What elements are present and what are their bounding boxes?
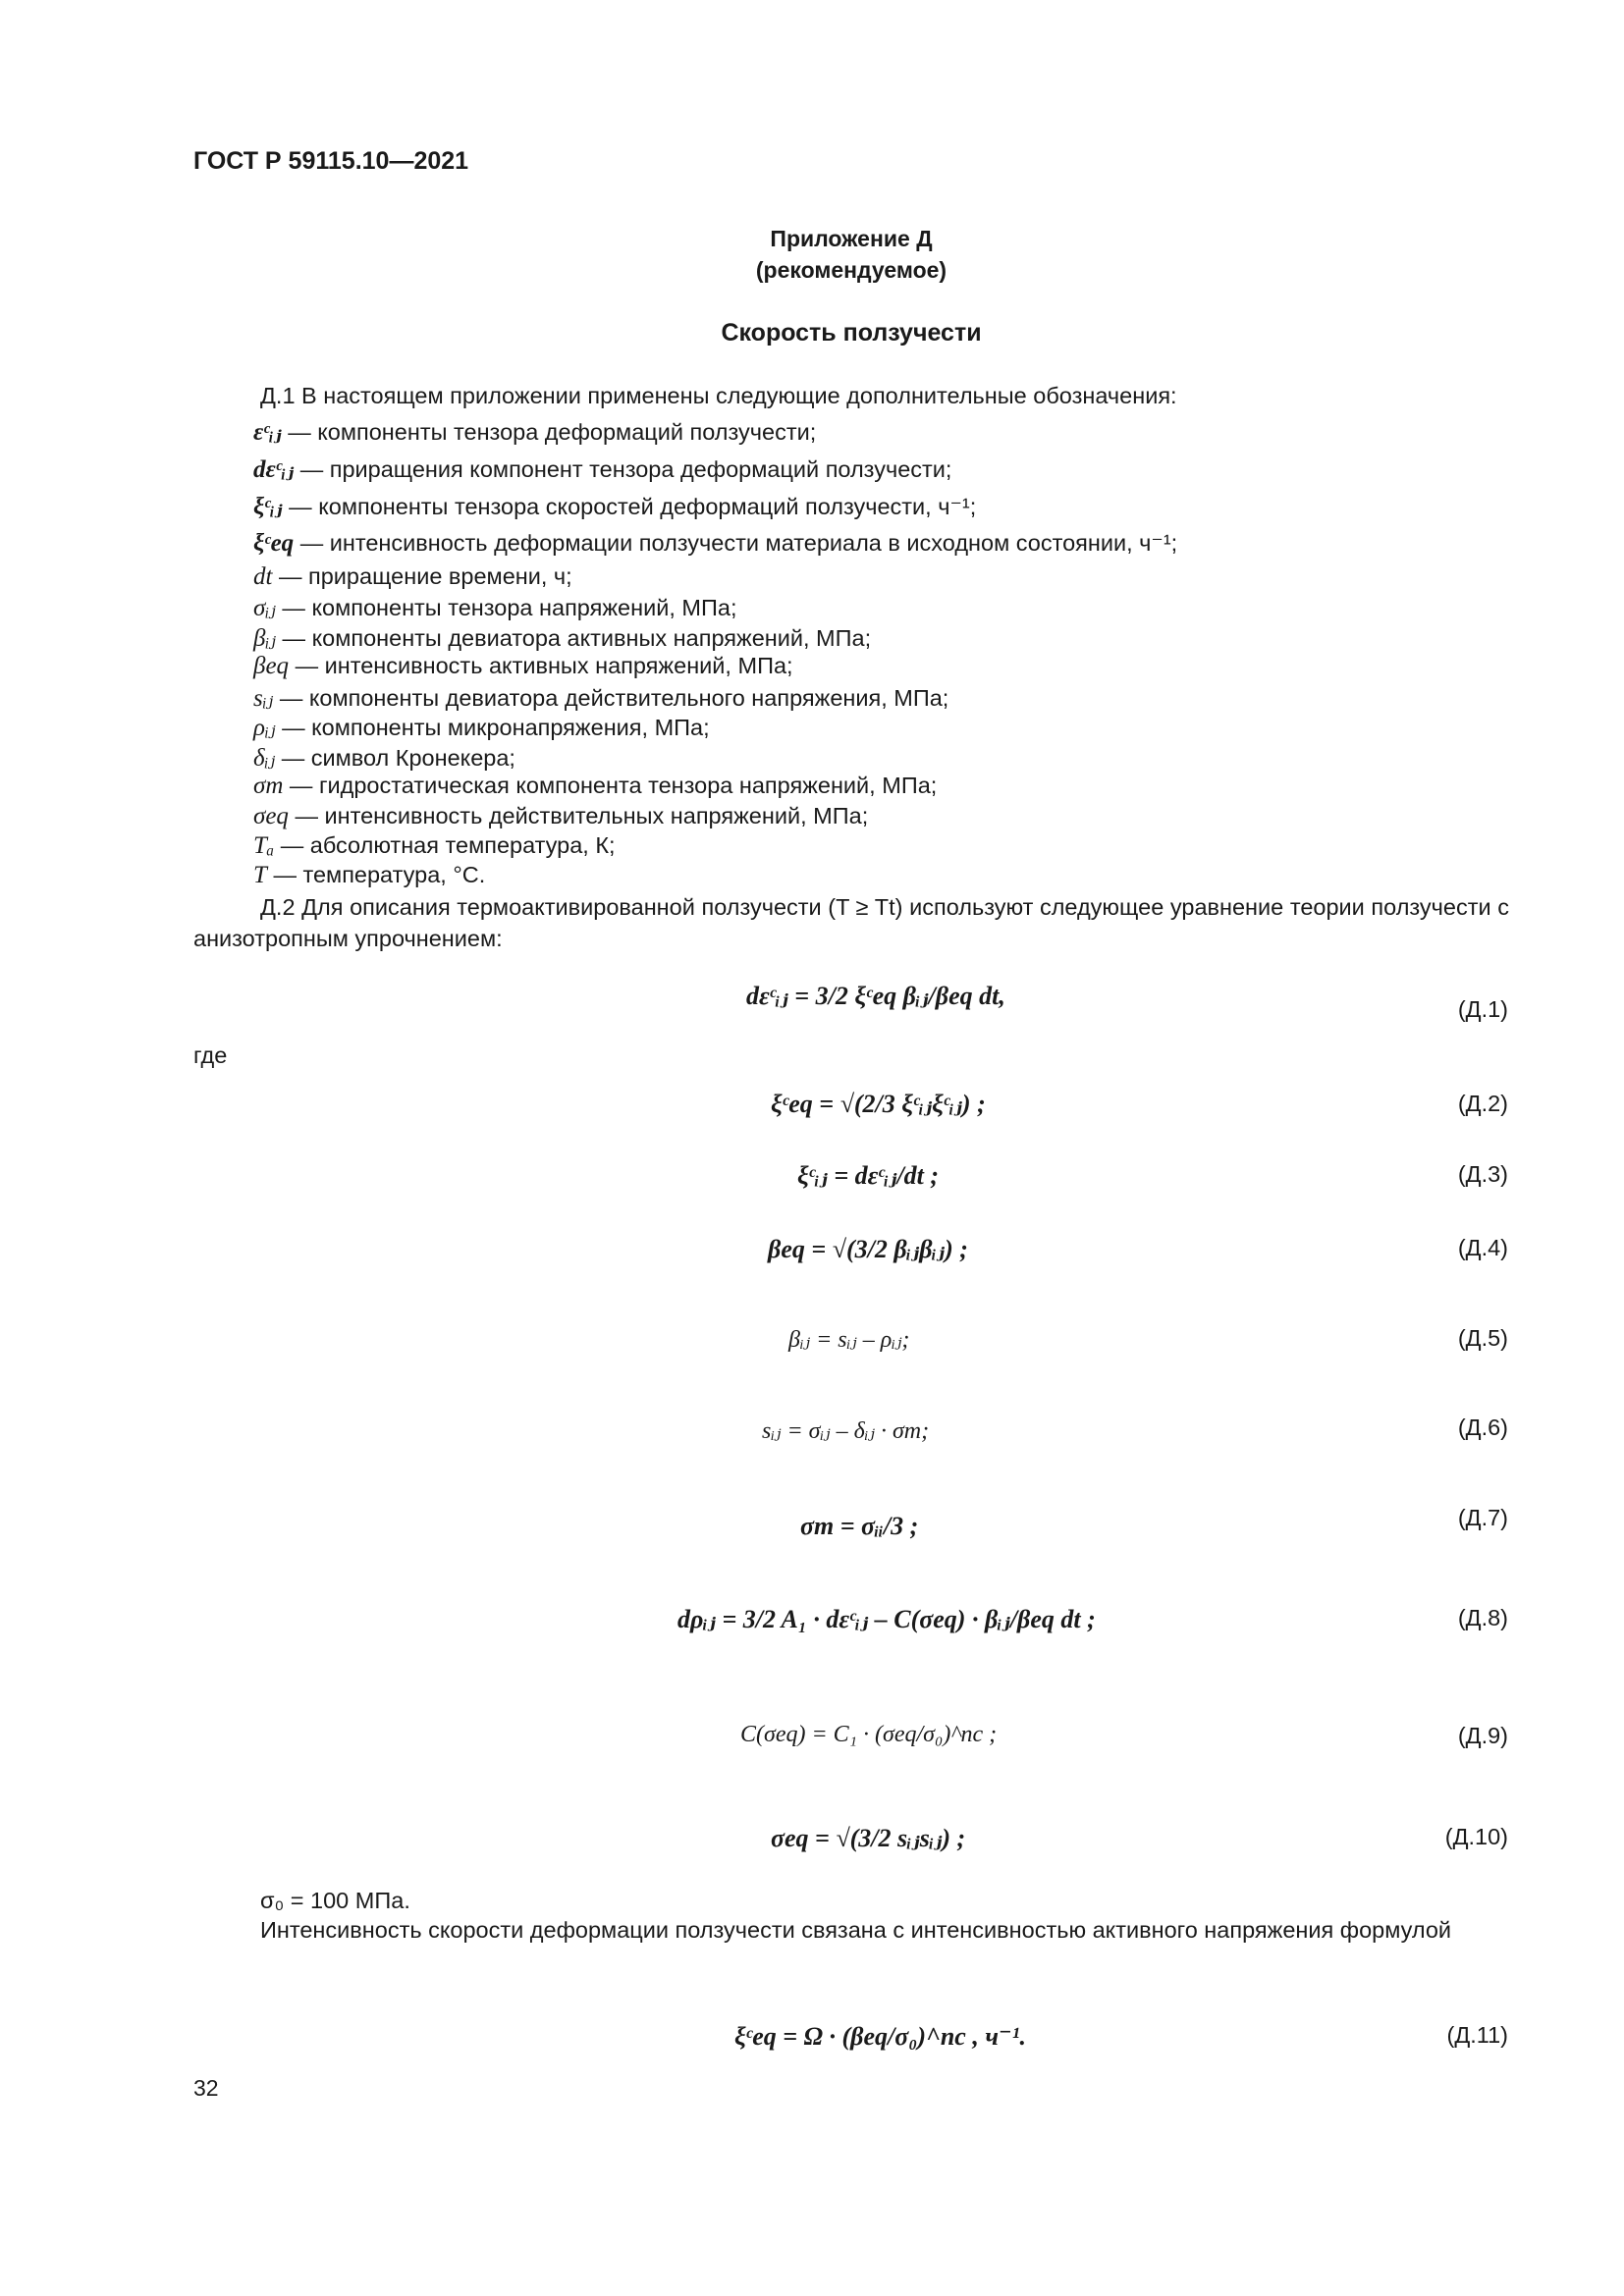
equation-number: (Д.8) (1457, 1605, 1508, 1630)
equation-d5: βᵢⱼ = sᵢⱼ – ρᵢⱼ; (788, 1327, 910, 1353)
paragraph-d2: Д.2 Для описания термоактивированной ползучести (T ≥ Tt) используют следующее уравнение теории ползучести с анизотропным упрочнением: (193, 894, 1509, 951)
definition-item (253, 803, 868, 830)
definition-item (253, 492, 976, 521)
definition-text: — компоненты девиатора активных напряжений, МПа; (282, 625, 872, 651)
definition-text: — компоненты тензора скоростей деформаций ползучести, ч⁻¹; (289, 494, 977, 519)
definition-text: — приращения компонент тензора деформаций ползучести; (299, 456, 952, 482)
equation-number: (Д.4) (1457, 1235, 1508, 1260)
equation-d2: ξᶜeq = √(2/3 ξᶜᵢⱼξᶜᵢⱼ) ; (771, 1090, 986, 1118)
equation-number: (Д.11) (1446, 2022, 1508, 2048)
definition-item (253, 417, 816, 447)
equation-d6: sᵢⱼ = σᵢⱼ – δᵢⱼ · σm; (762, 1418, 930, 1444)
equation-d11: ξᶜeq = Ω · (βeq/σ₀)^nc , ч⁻¹. (734, 2022, 1026, 2051)
where-label: где (193, 1042, 228, 1068)
definition-symbol: βᵢⱼ (253, 625, 277, 652)
definition-item (253, 623, 871, 653)
definition-item (253, 862, 485, 889)
equation-number: (Д.10) (1444, 1824, 1508, 1849)
definition-symbol: sᵢⱼ (253, 685, 274, 712)
definition-text: — гидростатическая компонента тензора напряжений, МПа; (289, 773, 938, 798)
equation-d10: σeq = √(3/2 sᵢⱼsᵢⱼ) ; (771, 1824, 966, 1852)
definition-symbol: βeq (253, 653, 290, 679)
equation-d4: βeq = √(3/2 βᵢⱼβᵢⱼ) ; (768, 1235, 968, 1263)
definition-symbol: dt (253, 563, 273, 590)
equation-number: (Д.6) (1457, 1415, 1508, 1440)
equation-d7: σm = σᵢᵢ/3 ; (800, 1512, 919, 1540)
definition-symbol: δᵢⱼ (253, 745, 276, 772)
definition-item (253, 832, 616, 860)
appendix-subtitle: (рекомендуемое) (755, 257, 947, 283)
equation-number: (Д.9) (1457, 1723, 1508, 1748)
definition-item (253, 683, 948, 713)
definition-text: — приращение времени, ч; (278, 563, 572, 589)
equation-d1: dεᶜᵢⱼ = 3/2 ξᶜeq βᵢⱼ/βeq dt, (746, 982, 1005, 1010)
equation-number: (Д.1) (1457, 996, 1508, 1022)
definition-text: — компоненты девиатора действительного напряжения, МПа; (279, 685, 949, 711)
document-code: ГОСТ Р 59115.10—2021 (193, 147, 469, 175)
definition-symbol: εᶜᵢⱼ (253, 419, 282, 446)
definition-symbol: T (253, 862, 267, 888)
section-title: Скорость ползучести (721, 319, 982, 347)
paragraph-intensity: Интенсивность скорости деформации ползучести связана с интенсивностью активного напряжения формулой (260, 1917, 1452, 1943)
definition-text: — компоненты тензора напряжений, МПа; (282, 595, 737, 620)
equation-number: (Д.7) (1457, 1505, 1508, 1530)
definition-item (253, 653, 793, 680)
definition-text: — компоненты тензора деформаций ползучести; (288, 419, 817, 445)
equation-number: (Д.5) (1457, 1325, 1508, 1351)
definition-item (253, 593, 736, 622)
definition-text: — температура, °С. (273, 862, 486, 887)
equation-number: (Д.3) (1457, 1161, 1508, 1187)
definition-text: — интенсивность действительных напряжений, МПа; (295, 803, 869, 828)
definition-item (253, 529, 1177, 558)
definition-item (253, 563, 572, 591)
equation-d9: C(σeq) = C₁ · (σeq/σ₀)^nc ; (740, 1722, 998, 1747)
appendix-title: Приложение Д (770, 226, 933, 251)
equation-d3: ξᶜᵢⱼ = dεᶜᵢⱼ/dt ; (797, 1161, 940, 1190)
definition-text: — абсолютная температура, К; (280, 832, 616, 858)
definition-text: — интенсивность деформации ползучести материала в исходном состоянии, ч⁻¹; (299, 530, 1178, 556)
definition-symbol: σm (253, 773, 284, 799)
definition-symbol: ξᶜeq (253, 530, 295, 557)
definition-text: — компоненты микронапряжения, МПа; (282, 715, 710, 740)
definition-symbol: σᵢⱼ (253, 595, 276, 621)
definition-symbol: Tₐ (253, 832, 275, 859)
definition-text: — символ Кронекера; (281, 745, 515, 771)
definition-item (253, 713, 710, 742)
definition-symbol: σeq (253, 803, 289, 829)
definition-item (253, 773, 937, 800)
definition-symbol: ξᶜᵢⱼ (253, 494, 283, 520)
intro-d1: Д.1 В настоящем приложении применены следующие дополнительные обозначения: (260, 383, 1177, 408)
sigma0-line: σ₀ = 100 МПа. (260, 1888, 410, 1913)
equation-number: (Д.2) (1457, 1091, 1508, 1116)
page-number: 32 (193, 2075, 219, 2101)
definition-symbol: dεᶜᵢⱼ (253, 456, 295, 483)
definition-item (253, 743, 515, 773)
definition-item (253, 454, 951, 484)
definition-text: — интенсивность активных напряжений, МПа; (295, 653, 793, 678)
equation-d8: dρᵢⱼ = 3/2 A₁ · dεᶜᵢⱼ – C(σeq) · βᵢⱼ/βeq dt ; (677, 1605, 1096, 1633)
definition-symbol: ρᵢⱼ (253, 715, 276, 741)
